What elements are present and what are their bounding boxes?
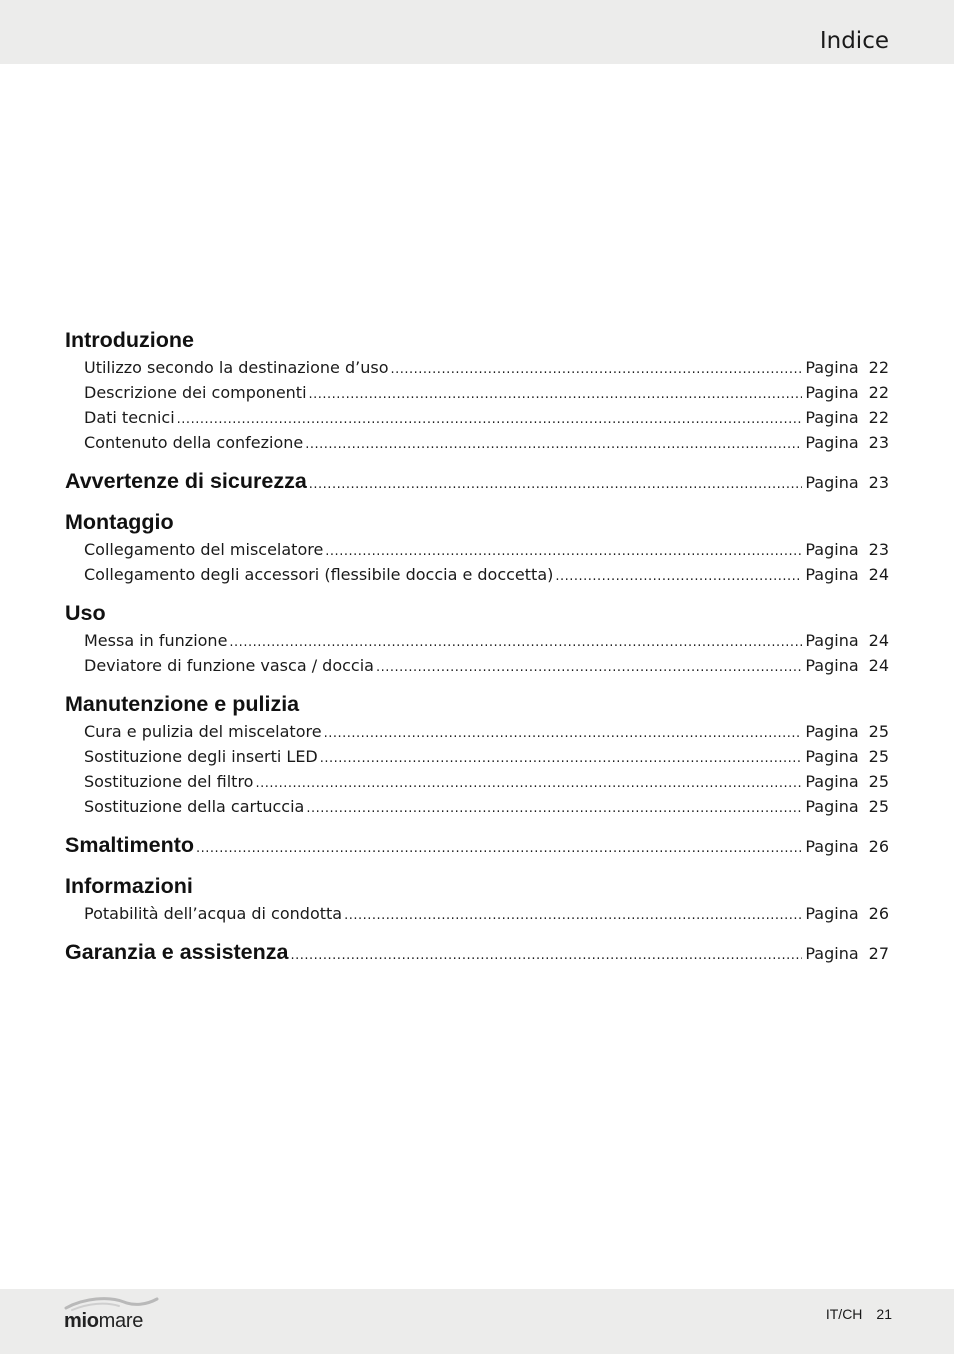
toc-section	[65, 508, 889, 587]
toc-entry	[65, 744, 889, 769]
toc-entry	[65, 380, 889, 405]
page-ref: 22	[868, 383, 889, 402]
toc-entry	[65, 537, 889, 562]
toc-heading-row	[65, 872, 889, 901]
toc-entry-label: Collegamento degli accessori (flessibile doccia e doccetta)	[84, 565, 554, 584]
dot-leader	[320, 746, 803, 771]
logo-wordmark	[64, 1310, 143, 1333]
page-label: Pagina	[805, 631, 859, 650]
toc-entry-label: Collegamento del miscelatore	[84, 540, 324, 559]
page-ref: 25	[868, 797, 889, 816]
dot-leader	[290, 941, 802, 970]
page-ref: 24	[868, 631, 889, 650]
toc-heading-row	[65, 326, 889, 355]
page-ref: 23	[868, 473, 889, 492]
toc-entry	[65, 901, 889, 926]
table-of-contents	[65, 326, 889, 967]
toc-heading-row	[65, 831, 889, 860]
toc-entry-label: Contenuto della confezione	[84, 433, 304, 452]
page-ref: 22	[868, 408, 889, 427]
toc-entry-label: Utilizzo secondo la destinazione d’uso	[84, 358, 389, 377]
page-label: Pagina	[805, 565, 859, 584]
page-label: Pagina	[805, 408, 859, 427]
dot-leader	[305, 432, 802, 457]
toc-entry	[65, 794, 889, 819]
toc-entry-label: Dati tecnici	[84, 408, 175, 427]
dot-leader	[325, 539, 802, 564]
toc-entry	[65, 355, 889, 380]
dot-leader	[324, 721, 803, 746]
page-ref: 26	[868, 837, 889, 856]
toc-heading-row	[65, 508, 889, 537]
page-ref: 25	[868, 772, 889, 791]
toc-section	[65, 872, 889, 926]
page-number: 21	[876, 1306, 892, 1322]
miomare-logo	[64, 1296, 159, 1336]
dot-leader	[196, 834, 802, 863]
dot-leader	[390, 357, 802, 382]
toc-section	[65, 831, 889, 860]
dot-leader	[344, 903, 802, 928]
page-ref: 25	[868, 747, 889, 766]
toc-entry-label: Deviatore di funzione vasca / doccia	[84, 656, 374, 675]
page-ref: 27	[868, 944, 889, 963]
dot-leader	[309, 470, 803, 499]
page-label: Pagina	[805, 797, 859, 816]
page-ref: 24	[868, 656, 889, 675]
page-ref: 23	[868, 433, 889, 452]
toc-entry	[65, 405, 889, 430]
page-ref: 24	[868, 565, 889, 584]
page-label: Pagina	[805, 656, 859, 675]
page-label: Pagina	[805, 722, 859, 741]
toc-heading: Smaltimento	[65, 833, 195, 857]
page-label: Pagina	[805, 747, 859, 766]
page-title: Indice	[819, 28, 889, 54]
toc-entry-label: Cura e pulizia del miscelatore	[84, 722, 322, 741]
toc-section	[65, 690, 889, 819]
page-label: Pagina	[805, 358, 859, 377]
toc-heading-row	[65, 599, 889, 628]
page-label: Pagina	[805, 904, 859, 923]
toc-entry	[65, 653, 889, 678]
dot-leader	[376, 655, 802, 680]
toc-entry	[65, 562, 889, 587]
logo-text-bold: mio	[64, 1310, 99, 1332]
dot-leader	[229, 630, 802, 655]
page-ref: 26	[868, 904, 889, 923]
toc-heading: Informazioni	[65, 874, 193, 898]
toc-entry	[65, 719, 889, 744]
toc-heading-row	[65, 938, 889, 967]
toc-section	[65, 326, 889, 455]
toc-entry	[65, 628, 889, 653]
toc-entry-label: Sostituzione della cartuccia	[84, 797, 305, 816]
page-label: Pagina	[805, 772, 859, 791]
toc-heading-row	[65, 690, 889, 719]
toc-entry-label: Descrizione dei componenti	[84, 383, 307, 402]
dot-leader	[309, 382, 803, 407]
toc-entry	[65, 430, 889, 455]
header-band	[0, 0, 954, 64]
logo-text-regular: mare	[98, 1310, 144, 1332]
toc-heading-row	[65, 467, 889, 496]
page-ref: 25	[868, 722, 889, 741]
toc-entry-label: Potabilità dell’acqua di condotta	[84, 904, 343, 923]
dot-leader	[306, 796, 802, 821]
dot-leader	[555, 564, 802, 589]
toc-section	[65, 938, 889, 967]
toc-heading: Avvertenze di sicurezza	[65, 469, 307, 493]
page-label: Pagina	[805, 540, 859, 559]
toc-heading: Introduzione	[65, 328, 194, 352]
toc-entry-label: Sostituzione del filtro	[84, 772, 254, 791]
toc-heading: Garanzia e assistenza	[65, 940, 289, 964]
region-code: IT/CH	[825, 1306, 863, 1322]
toc-entry-label: Sostituzione degli inserti LED	[84, 747, 318, 766]
dot-leader	[177, 407, 803, 432]
toc-heading: Uso	[65, 601, 106, 625]
page-label: Pagina	[805, 944, 859, 963]
toc-section	[65, 599, 889, 678]
footer-info	[826, 1306, 892, 1322]
page-ref: 22	[868, 358, 889, 377]
page-label: Pagina	[805, 837, 859, 856]
page-ref: 23	[868, 540, 889, 559]
toc-section	[65, 467, 889, 496]
toc-heading: Manutenzione e pulizia	[65, 692, 300, 716]
page-label: Pagina	[805, 473, 859, 492]
toc-heading: Montaggio	[65, 510, 174, 534]
dot-leader	[255, 771, 802, 796]
toc-entry	[65, 769, 889, 794]
page-label: Pagina	[805, 433, 859, 452]
toc-entry-label: Messa in funzione	[84, 631, 228, 650]
page-label: Pagina	[805, 383, 859, 402]
